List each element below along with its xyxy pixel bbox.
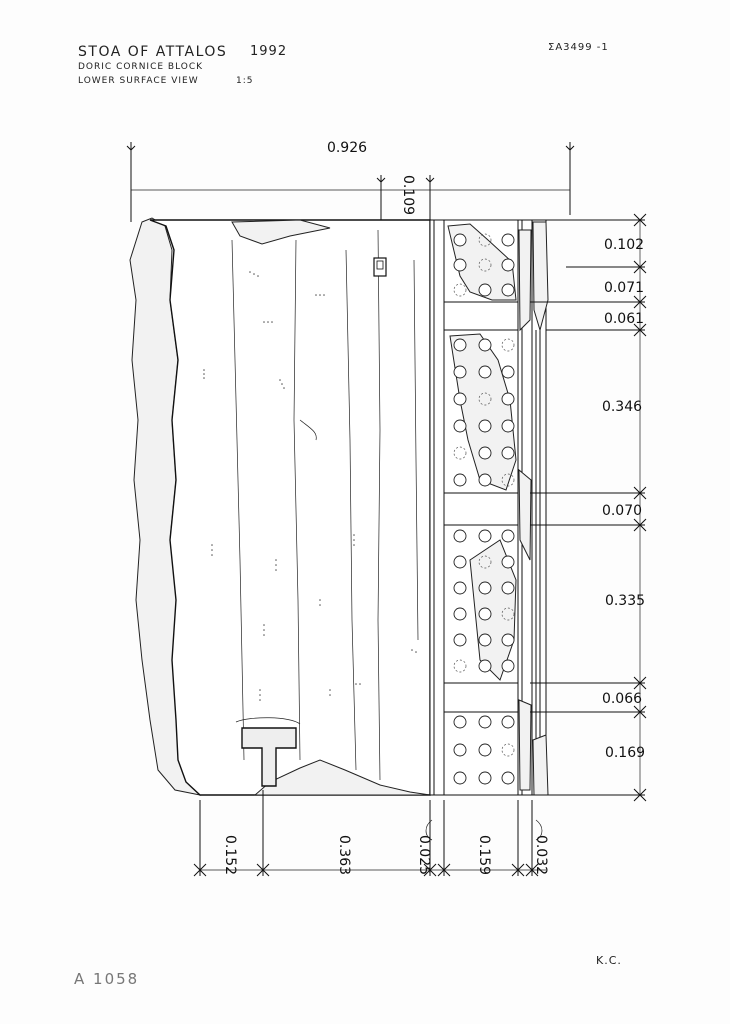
dim-right-1: 0.102 — [603, 237, 645, 253]
dim-bottom-5: 0.032 — [533, 834, 549, 876]
sheet-subtitle-view: LOWER SURFACE VIEW — [78, 76, 199, 86]
sheet-title: STOA OF ATTALOS — [78, 44, 228, 60]
dim-right-8: 0.169 — [604, 745, 646, 761]
drafter-initials: K.C. — [596, 954, 622, 967]
dim-right-2: 0.071 — [603, 280, 645, 296]
sheet-year: 1992 — [250, 44, 288, 59]
archive-number: A 1058 — [74, 970, 140, 988]
dim-bottom-2: 0.363 — [336, 834, 352, 876]
sheet-reference-number: ΣA3499 -1 — [548, 42, 609, 53]
sheet-scale: 1:5 — [236, 76, 254, 86]
dim-right-6: 0.335 — [604, 593, 646, 609]
dim-bottom-3: 0.025 — [416, 834, 432, 876]
mutule-band — [430, 220, 548, 795]
dim-overall-length: 0.926 — [326, 140, 368, 156]
dim-right-4: 0.346 — [601, 399, 643, 415]
dim-top-edge: 0.109 — [400, 174, 416, 216]
block-outline — [130, 218, 430, 795]
dim-bottom-1: 0.152 — [222, 834, 238, 876]
sheet-subtitle-block: DORIC CORNICE BLOCK — [78, 62, 204, 72]
bottom-dimension-lines — [194, 790, 546, 876]
dim-right-3: 0.061 — [603, 311, 645, 327]
dim-right-7: 0.066 — [601, 691, 643, 707]
dim-bottom-4: 0.159 — [476, 834, 492, 876]
dim-right-5: 0.070 — [601, 503, 643, 519]
